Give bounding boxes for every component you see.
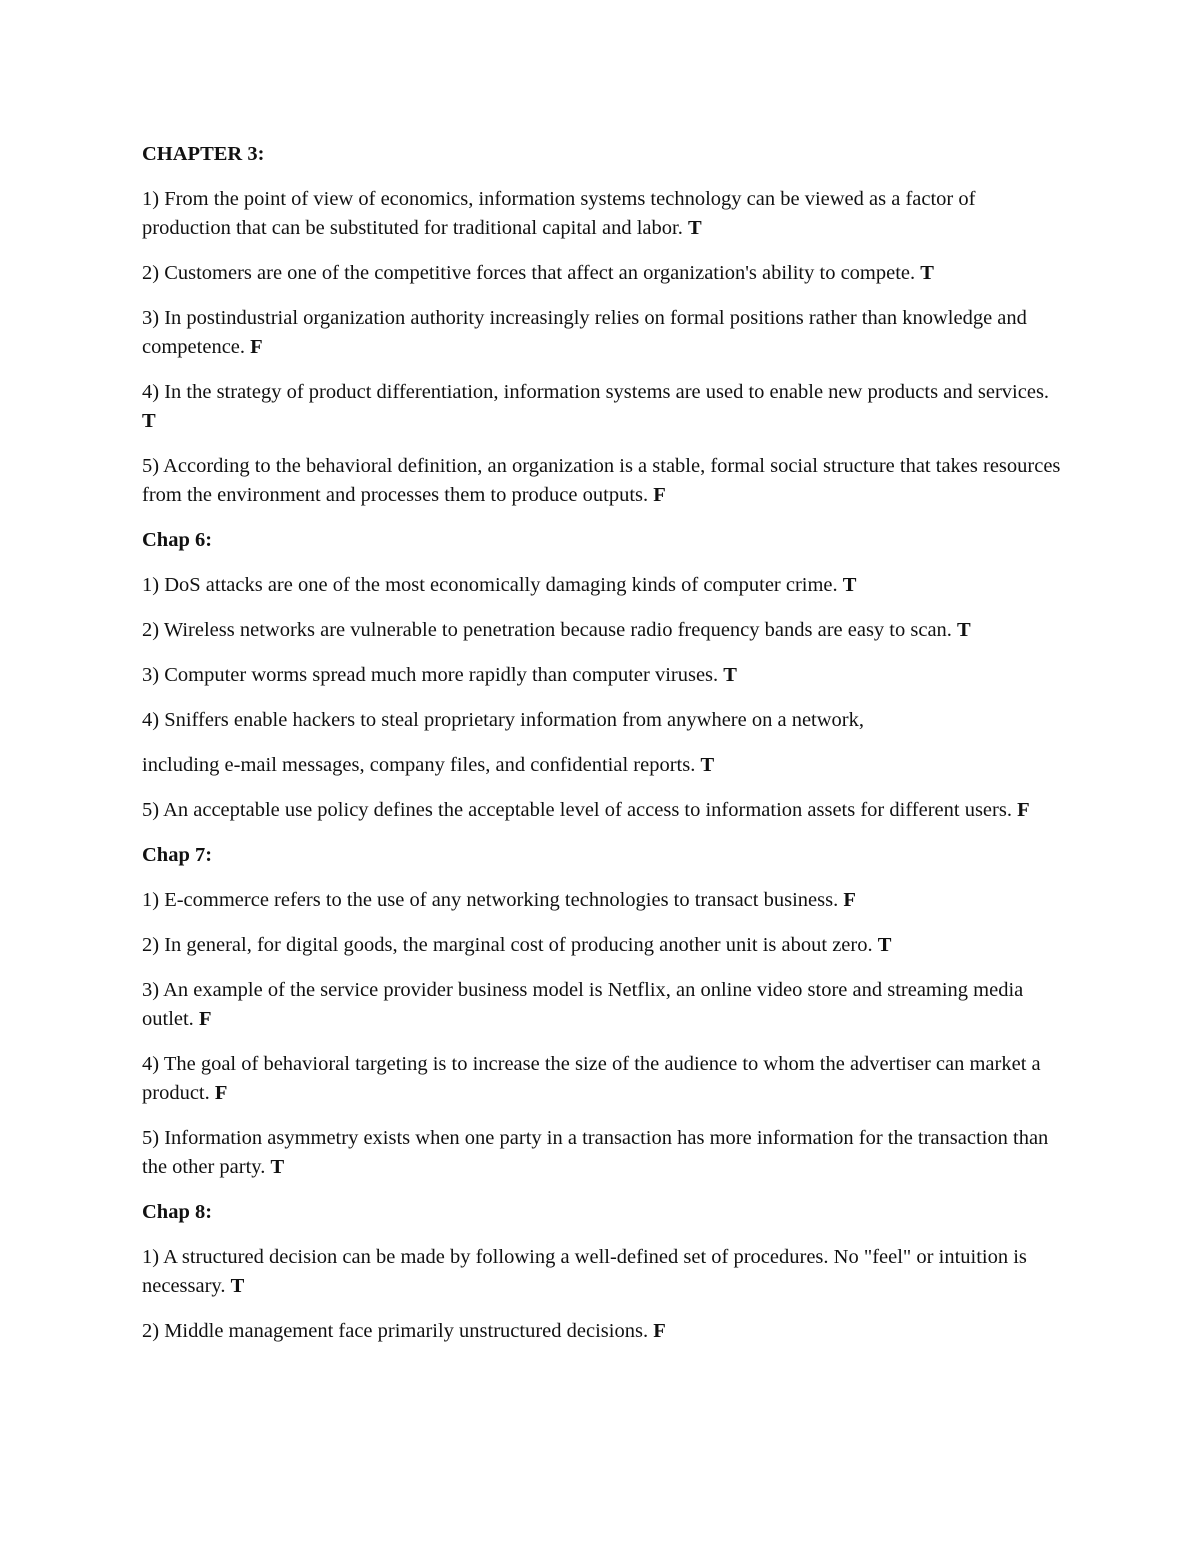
question-text: 5) Information asymmetry exists when one party in a transaction has more information for the transaction than the other party. xyxy=(142,1127,1049,1178)
question-text: 2) Middle management face primarily unstructured decisions. xyxy=(142,1320,649,1342)
question-text: 2) Wireless networks are vulnerable to penetration because radio frequency bands are easy to scan. xyxy=(142,619,952,641)
answer-label: F xyxy=(250,336,263,358)
section-heading: Chap 8: xyxy=(142,1201,213,1223)
question-text: 3) In postindustrial organization authority increasingly relies on formal positions rather than knowledge and competence. xyxy=(142,307,1027,358)
question-item xyxy=(142,571,1062,600)
question-item xyxy=(142,378,1062,436)
answer-label: F xyxy=(843,889,856,911)
answer-label: T xyxy=(687,217,702,239)
question-item xyxy=(142,886,1062,915)
answer-label: T xyxy=(270,1156,285,1178)
answer-label: F xyxy=(198,1008,212,1030)
section-chap-7 xyxy=(142,841,1062,1182)
answer-label: F xyxy=(653,1320,666,1342)
question-text: 1) DoS attacks are one of the most economically damaging kinds of computer crime. xyxy=(142,574,838,596)
question-text: 5) According to the behavioral definition, an organization is a stable, formal social structure that takes resources from the environment and processes them to produce outputs. xyxy=(142,455,1061,506)
answer-label: T xyxy=(877,934,892,956)
section-chapter-3 xyxy=(142,140,1062,510)
answer-label: T xyxy=(920,262,934,284)
question-text: 3) An example of the service provider business model is Netflix, an online video store and streaming media outlet. xyxy=(142,979,1024,1030)
question-text: 1) E-commerce refers to the use of any networking technologies to transact business. xyxy=(142,889,839,911)
section-heading: CHAPTER 3: xyxy=(142,143,265,165)
section-chap-8 xyxy=(142,1198,1062,1346)
question-text: 4) The goal of behavioral targeting is to increase the size of the audience to whom the advertiser can market a product. xyxy=(142,1053,1041,1104)
question-item xyxy=(142,452,1062,510)
question-text: 2) In general, for digital goods, the marginal cost of producing another unit is about zero. xyxy=(142,934,873,956)
question-item xyxy=(142,1124,1062,1182)
section-chap-6 xyxy=(142,526,1062,825)
answer-label: T xyxy=(957,619,971,641)
section-heading: Chap 6: xyxy=(142,529,213,551)
question-text: 4) Sniffers enable hackers to steal proprietary information from anywhere on a network, xyxy=(142,709,864,731)
question-text: including e-mail messages, company files, and confidential reports. xyxy=(142,754,696,776)
question-text: 5) An acceptable use policy defines the acceptable level of access to information assets for different users. xyxy=(142,799,1012,821)
question-item xyxy=(142,185,1062,243)
answer-label: T xyxy=(142,410,156,432)
question-item xyxy=(142,796,1062,825)
question-item xyxy=(142,259,1062,288)
answer-label: F xyxy=(653,484,666,506)
question-item xyxy=(142,976,1062,1034)
section-heading: Chap 7: xyxy=(142,844,213,866)
question-item xyxy=(142,304,1062,362)
question-item xyxy=(142,1243,1062,1301)
answer-label: F xyxy=(214,1082,228,1104)
answer-label: T xyxy=(723,664,737,686)
answer-label: F xyxy=(1017,799,1030,821)
question-item xyxy=(142,1317,1062,1346)
question-item-continuation xyxy=(142,751,1062,780)
question-text: 4) In the strategy of product differentiation, information systems are used to enable new products and services. xyxy=(142,381,1050,403)
question-text: 3) Computer worms spread much more rapidly than computer viruses. xyxy=(142,664,719,686)
answer-label: T xyxy=(700,754,715,776)
question-item xyxy=(142,706,1062,735)
question-item xyxy=(142,661,1062,690)
answer-label: T xyxy=(842,574,857,596)
answer-label: T xyxy=(230,1275,245,1297)
question-item xyxy=(142,616,1062,645)
question-item xyxy=(142,1050,1062,1108)
question-text: 1) From the point of view of economics, information systems technology can be viewed as a factor of production that can be substituted for traditional capital and labor. xyxy=(142,188,976,239)
question-text: 2) Customers are one of the competitive forces that affect an organization's ability to compete. xyxy=(142,262,916,284)
question-item xyxy=(142,931,1062,960)
question-text: 1) A structured decision can be made by following a well-defined set of procedures. No "feel" or intuition is necessary. xyxy=(142,1246,1027,1297)
document-page xyxy=(142,140,1062,1362)
